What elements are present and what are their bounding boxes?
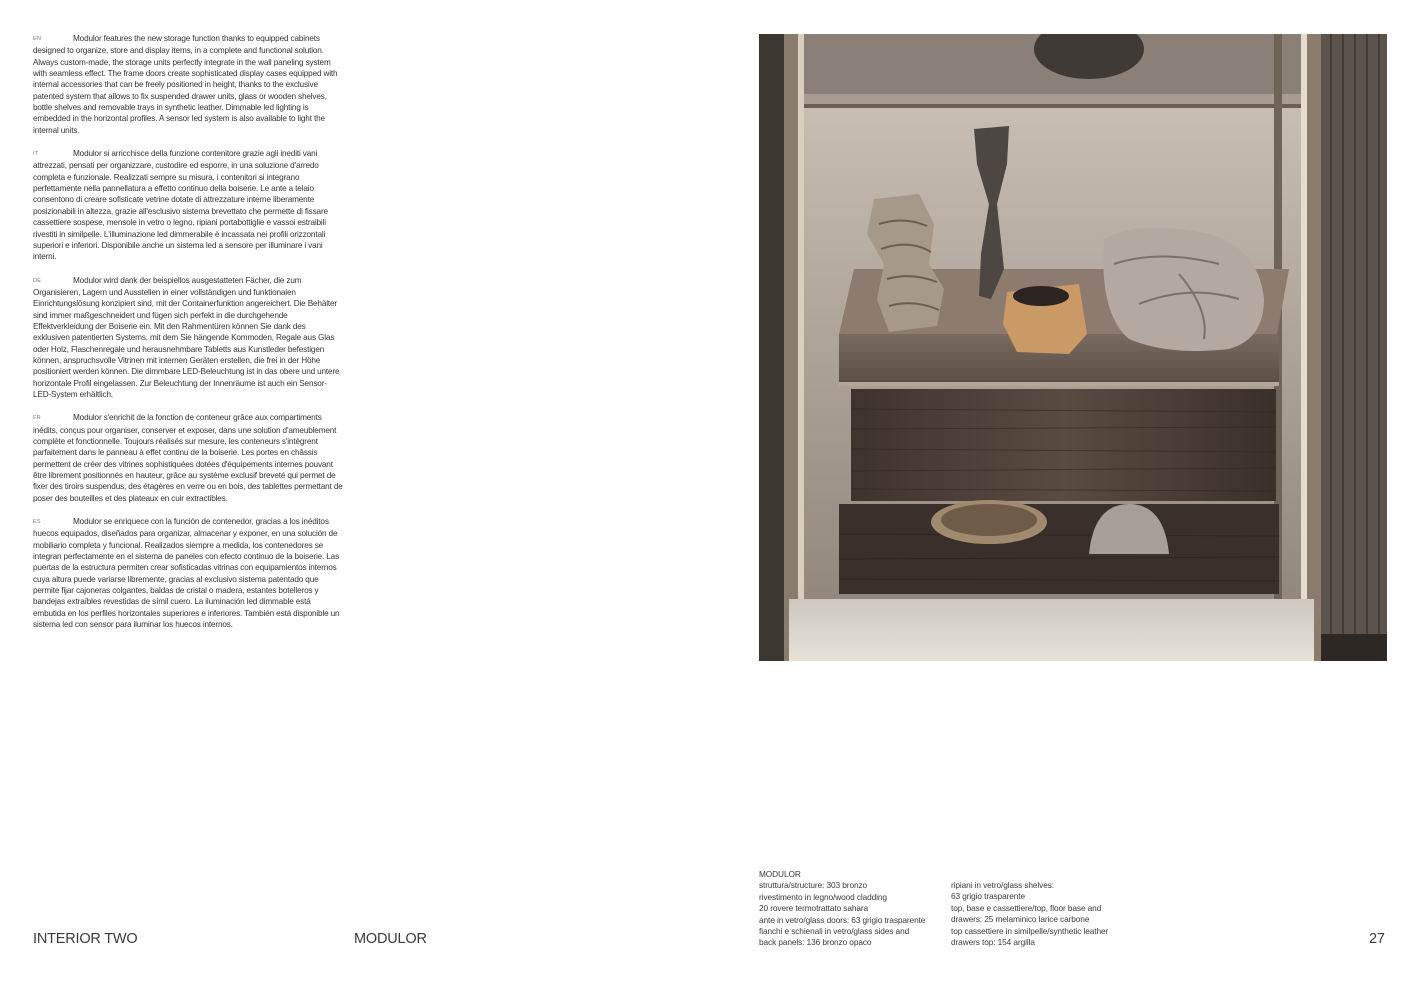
spec-column-left <box>759 869 925 949</box>
display-cabinet-illustration <box>759 34 1387 661</box>
paragraph-es <box>33 516 343 630</box>
paragraph-it <box>33 148 343 262</box>
spec-column-right <box>951 880 1108 948</box>
footer-collection-name: MODULOR <box>354 931 427 947</box>
spec-line: ripiani in vetro/glass shelves: <box>951 880 1054 890</box>
spec-line: 20 rovere termotrattato sahara <box>759 903 869 914</box>
page-number: 27 <box>1369 931 1385 947</box>
footer-section-title: INTERIOR TWO <box>33 931 138 947</box>
spec-line: 63 grigio trasparente <box>951 891 1026 902</box>
paragraph-de <box>33 275 343 401</box>
paragraph-text: Modulor features the new storage function thanks to equipped cabinets designed to organize, store and display items, in a complete and functional solution. Always custom-made, the storage units perfectly integrate in the wall paneling system with seamless effect. The frame doors create sophisticated display cases equipped with internal accessories that can be freely positioned in height, thanks to the exclusive patented system that allows to fix suspended drawer units, glass or wooden shelves, bottle shelves and removable trays in synthetic leather. Dimmable led lighting is embedded in the horizontal profiles. A sensor led system is also available to light the internal units. <box>33 34 338 135</box>
spec-line: top cassettiere in similpelle/synthetic leather <box>951 925 1109 936</box>
body-text-column <box>33 33 343 643</box>
spec-line: fianchi e schienali in vetro/glass sides and <box>759 926 910 937</box>
spec-line: drawers top: 154 argilla <box>951 937 1035 948</box>
paragraph-text: Modulor s'enrichit de la fonction de conteneur grâce aux compartiments inédits, conçus pour organiser, conserver et exposer, dans une solution d'ameublement complète et fonctionnelle. Toujours réalisés sur mesure, les conteneurs s'intègrent parfaitement dans le panneau à effet continu de la boiserie. Les portes en châssis permettent de créer des vitrines sophistiquées dotées d'équipements internes pouvant être librement positionnés en hauteur, grâce au système exclusif breveté qui permet de fixer des tiroirs suspendus, des étagères en verre ou en bois, des tablettes permettant de poser des bouteilles et des plateaux en cuir extractibles. <box>33 413 343 503</box>
spec-line: ante in vetro/glass doors: 63 grigio trasparente <box>759 914 926 925</box>
paragraph-text: Modulor se enriquece con la función de contenedor, gracias a los inéditos huecos equipados, diseñados para organizar, almacenar y exponer, en una solución de mobiliario completa y funcional. Realizados siempre a medida, los contenedores se integran perfectamente en el sistema de paneles con efecto continuo de la boiserie. Las puertas de la estructura permiten crear sofisticadas vitrinas con equipamientos internos cuya altura puede variarse libremente, gracias al exclusivo sistema patentado que permite fijar cajoneras colgantes, baldas de cristal o madera, estantes botelleros y bandejas extraíbles revestidas de símil cuero. La iluminación led dimmable está embutida en los perfiles horizontales superiores e inferiores. También está disponible un sistema led con sensor para iluminar los huecos internos. <box>33 517 340 630</box>
product-photo <box>759 34 1387 661</box>
lang-label: FR <box>33 415 41 422</box>
paragraph-text: Modulor si arricchisce della funzione contenitore grazie agli inediti vani attrezzati, pensati per organizzare, custodire ed esporre, in una soluzione d'arredo completa e funzionale. Realizzati sempre su misura, i contenitori si integrano perfettamente nella pannellatura a effetto continuo della boiserie. Le ante a telaio consentono di creare sofisticate vetrine dotate di attrezzature interne liberamente posizionabili in altezza, grazie all'esclusivo sistema brevettato che permette di fissare cassettiere sospese, mensole in vetro o legno, ripiani portabottiglie e vassoi estraibili rivestiti in similpelle. L'illuminazione led dimmerabile è incassata nei profili orizzontali superiori e inferiori. Disponibile anche un sistema led a sensore per illuminare i vani interni. <box>33 149 328 262</box>
spec-title: MODULOR <box>759 869 801 879</box>
paragraph-en <box>33 33 343 136</box>
spec-line: rivestimento in legno/wood cladding <box>759 891 887 902</box>
paragraph-text: Modulor wird dank der beispiellos ausgestatteten Fächer, die zum Organisieren, Lagern und Ausstellen in einer vollständigen und funktionalen Einrichtungslösung konzipiert sind, mit der Containerfunktion angereichert. Die Behälter sind immer maßgeschneidert und fügen sich perfekt in die durchgehende Effektverkleidung der Boiserie ein. Mit den Rahmentüren können Sie dank des exklusiven patentierten Systems, mit dem Sie hängende Kommoden, Regale aus Glas oder Holz, Flaschenregale und herausnehmbare Tabletts aus Kunstleder befestigen können, anspruchsvolle Vitrinen mit internen Geräten erstellen, die frei in der Höhe positioniert werden können. Die dimmbare LED-Beleuchtung ist in das obere und untere horizontale Profil eingelassen. Zur Beleuchtung der Innenräume ist auch ein Sensor-LED-System erhältlich. <box>33 275 340 399</box>
spec-line: struttura/structure: 303 bronzo <box>759 880 868 891</box>
spec-line: drawers: 25 melaminico larice carbone <box>951 914 1090 925</box>
paragraph-fr <box>33 412 343 504</box>
lang-label: EN <box>33 36 42 42</box>
lang-label: ES <box>33 519 41 526</box>
spec-line: top, base e cassettiere/top, floor base and <box>951 902 1102 913</box>
lang-label: IT <box>33 151 39 158</box>
spec-line: back panels: 136 bronzo opaco <box>759 937 872 948</box>
lang-label: DE <box>33 277 42 284</box>
